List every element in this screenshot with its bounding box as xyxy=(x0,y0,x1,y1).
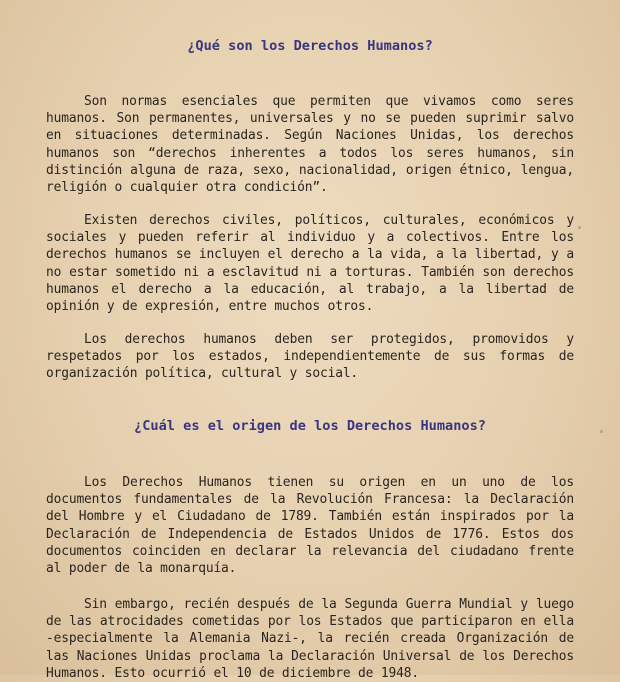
paragraph: Los derechos humanos deben ser protegidos, promovidos y respetados por los estados, independientemente de sus formas de organización política, cultural y social. xyxy=(46,332,574,382)
section-heading-origin-of-human-rights: ¿Cuál es el origen de los Derechos Humanos? xyxy=(134,418,486,434)
paragraph: Existen derechos civiles, políticos, culturales, económicos y sociales y pueden referir al individuo y a colectivos. Entre los derechos humanos se incluyen el derecho a la vida, a la libertad, y a no estar sometido ni a esclavitud ni a torturas. También son derechos humanos el derecho a la educación, al trabajo, a la libertad de opinión y de expresión, entre muchos otros. xyxy=(46,213,574,315)
section-heading-what-are-human-rights: ¿Qué son los Derechos Humanos? xyxy=(187,38,433,54)
paragraph: Los Derechos Humanos tienen su origen en un uno de los documentos fundamentales de la Revolución Francesa: la Declaración del Hombre y el Ciudadano de 1789. También están inspirados por la Declaración de Independencia de Estados Unidos de 1776. Estos dos documentos coinciden en declarar la relevancia del ciudadano frente al poder de la monarquía. xyxy=(46,475,574,577)
paper-speck xyxy=(578,226,581,229)
paper-speck xyxy=(600,430,603,433)
paragraph: Son normas esenciales que permiten que vivamos como seres humanos. Son permanentes, universales y no se pueden suprimir salvo en situaciones determinadas. Según Naciones Unidas, los derechos humanos son “derechos inherentes a todos los seres humanos, sin distinción alguna de raza, sexo, nacionalidad, origen étnico, lengua, religión o cualquier otra condición”. xyxy=(46,94,574,196)
paragraph: Sin embargo, recién después de la Segunda Guerra Mundial y luego de las atrocidades cometidas por los Estados que participaron en ella -especialmente la Alemania Nazi-, la recién creada Organización de las Naciones Unidas proclama la Declaración Universal de los Derechos Humanos. Esto ocurrió el 10 de diciembre de 1948. xyxy=(46,597,574,681)
